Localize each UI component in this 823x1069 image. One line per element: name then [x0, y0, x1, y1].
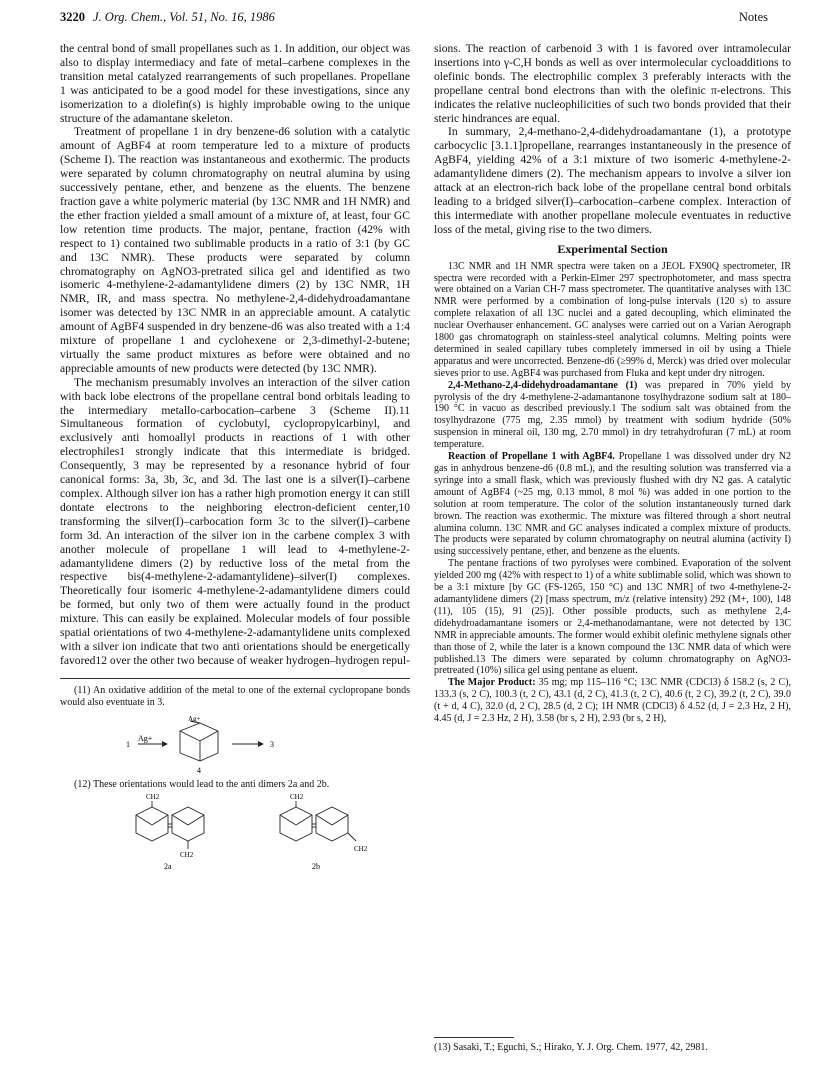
- paragraph: [434, 380, 791, 451]
- label-intermediate: 4: [197, 765, 201, 775]
- intermediate-structure: [180, 721, 218, 761]
- major-title: The Major Product:: [448, 677, 536, 689]
- page-number: 3220: [60, 10, 85, 24]
- left-column: [60, 42, 410, 871]
- label-ch2: CH2: [354, 844, 368, 853]
- label-ch2: CH2: [290, 792, 304, 801]
- section-label: Notes: [738, 10, 768, 24]
- journal-citation: J. Org. Chem., Vol. 51, No. 16, 1986: [93, 10, 275, 24]
- paragraph: Treatment of propellane 1 in dry benzene-d6 solution with a catalytic amount of AgBF4 at room temperature led to a mixture of products (Scheme I). The reaction was instantaneous and exothermic. The products were separated by column chromatography on neutral alumina by using successively pentane, ether, and benzene as the eluents. The benzene fraction gave a white polymeric material (by 13C NMR and 1H NMR) and the ether fraction yielded a small amount of a mixture of, at least, four GC low retention time products. The major, pentane, fraction (42% with respect to 1) contained two sublimable products in a ratio of 3:1 (by GC and 13C NMR). These products were separated by column chromatography on AgNO3-pretrated silica gel and identified as two isomeric 4-methylene-2-adamantylidene dimers (2) by 13C NMR, 1H NMR, IR, and mass spectra. No methylene-2,4-didehydroadamantane isomer was detected by 13C NMR in an appreciable amount. A catalytic amount of AgBF4 suspended in dry benzene-d6 was also treated with a 1:4 mixture of propellane 1 and cyclohexene or 2,3-dimethyl-2-butene; virtually the same product mixtures as before were obtained and no appreciable amounts of new products were detected (by 13C NMR).: [60, 125, 410, 375]
- label-product: 3: [270, 739, 274, 749]
- footnote-13-block: [434, 1037, 791, 1053]
- prep-text: was prepared in 70% yield by pyrolysis of the dry 4-methylene-2-adamantanone tosylhydrazone sodium salt at 180–190 °C in vacuo as described previously.1 The sodium salt was obtained from the tosylhydrazone (775 mg, 2.35 mmol) by treatment with sodium hydride (50% suspension in mineral oil, 130 mg, 2.70 mmol) in dry tetrahydrofuran (7 mL) at room temperature.: [434, 379, 791, 451]
- label-2b: 2b: [312, 861, 320, 871]
- paragraph: In summary, 2,4-methano-2,4-didehydroadamantane (1), a prototype carbocyclic [3.1.1]propellane, rearranges instantaneously in the presence of AgBF4, yielding 42% of a 3:1 mixture of two isomeric 4-methylene-2-adamantylidene dimers (2). The mechanism appears to involve a silver ion attack at an electron-rich back lobe of the propellane central bond orbitals leading to a bridged silver(I)–carbocation–carbene complex. Interaction of this intermediate with another propellane molecule eventuates in reductive loss of the metal, giving rise to the two dimers.: [434, 125, 791, 236]
- label-reactant: 1: [126, 739, 130, 749]
- footnote-divider: [434, 1037, 514, 1038]
- footnote-divider: [60, 678, 410, 679]
- scheme-drawing: [60, 711, 410, 777]
- paragraph: the central bond of small propellanes such as 1. In addition, our object was also to display intermediacy and fate of metal–carbene complexes in the transition metal catalyzed rearrangements of such propellanes. Propellane 1 was anticipated to be a good model for these investigations, since any isomerization to a diolefin(s) is highly improbable owing to the unique structure of the adamantane skeleton.: [60, 42, 410, 125]
- paragraph: The mechanism presumably involves an interaction of the silver cation with back lobe electrons of the propellane central bond orbitals leading to the intermediary metallo-carbocation–carbene 3 (Scheme II).11 Simultaneous formation of cyclobutyl, cyclopropylcarbinyl, and exclusively anti homoallyl products in reactions of 1 with other electrophiles1 strongly indicate that this intermediate is bridged. Consequently, 3 may be represented by a resonance hybrid of four canonical forms: 3a, 3b, 3c, and 3d. The last one is a silver(I)–carbene complex. Although silver ion has a rather high promotion energy it can still dontate electrons to the neighboring electron-deficient center,10 transforming the silver(I)–carbocation form 3c to the silver(I)–carbene form 3d. An interaction of the silver ion in the carbene complex 3 with another molecule of propellane 1 will lead to 4-methylene-2-adamantylidene dimers (2) by reductive loss of the metal from the respective bis(4-methylene-2-adamantylidene)–silver(I) complexes. Theoretically four isomeric 4-methylene-2-adamantylidene dimers could be formed, but only two of them were actually found in the product mixture. This can easily be explained. Molecular models of four possible spatial orientations of two 4-methylene-2-adamantylidene units complexed with a silver ion indicate that two anti orientations should be energetically favored12 over the other two because of weaker hydrogen–hydrogen repul-: [60, 375, 410, 667]
- label-reagent: Ag+: [138, 733, 153, 743]
- header-left: [60, 10, 275, 25]
- dimer-2b: [280, 801, 356, 841]
- footnote-12: (12) These orientations would lead to the anti dimers 2a and 2b.: [74, 778, 330, 790]
- dimer-drawing: [60, 793, 410, 871]
- reaction-text: Propellane 1 was dissolved under dry N2 gas in anhydrous benzene-d6 (0.8 mL), and the resulting solution was transferred via a syringe into a small flask, which was previously flushed with dry N2 gas. A catalytic amount of AgBF4 (~25 mg, 0.13 mmol, 8 mol %) was added in one portion to the solution at room temperature. The color of the solution instantaneously turned dark brown. The reaction was exothermic. The mixture was filtered through a short neutral alumina column. 13C NMR and GC analyses indicated a complex mixture of products. The products were separated by column chromatography on neutral alumina (activity I) using successively pentane, ether, and benzene as the eluents.: [434, 451, 791, 558]
- page-header: [60, 10, 768, 26]
- paragraph: [434, 451, 791, 558]
- dimer-2a: [136, 801, 204, 849]
- label-reagent-2: Ag+: [188, 714, 201, 723]
- major-text: 35 mg; mp 115–116 °C; 13C NMR (CDCl3) δ 158.2 (s, 2 C), 133.3 (s, 2 C), 100.3 (t, 2 C), 43.1 (d, 2 C), 41.3 (t, 2 C), 40.6 (t, 2 C), 39.2 (t, 2 C), 39.0 (t + d, 4 C), 32.0 (d, 2 C), 28.5 (d, 2 C); 1H NMR (CDCl3) δ 4.52 (d, J = 2.3 Hz, 2 H), 4.45 (d, J = 2.3 Hz, 2 H), 3.58 (br s, 2 H), 2.93 (br s, 2 H),: [434, 677, 791, 725]
- dimer-structures: [60, 793, 410, 871]
- paragraph: 13C NMR and 1H NMR spectra were taken on a JEOL FX90Q spectrometer, IR spectra were recorded with a Perkin-Elmer 297 spectrophotometer, and mass spectra were obtained on a Varian CH-7 mass spectrometer. The quantitative analyses with 13C NMR were performed by a combination of long-pulse intervals (120 s) to assure complete relaxation of all 13C nuclei and a gated decoupling, which eliminated the nuclear Overhauser enhancement. GC analyses were carried out on a Varian Aerograph 1800 gas chromatograph on stainless-steel analytical columns. Melting points were determined in sealed capillary tubes completely immersed in oil by using a Thiele apparatus and were uncorrected. Benzene-d6 (≥99% d, Merck) was dried over molecular sieves prior to use. AgBF4 was purchased from Fluka and kept under dry nitrogen.: [434, 260, 791, 379]
- label-ch2: CH2: [180, 850, 194, 859]
- label-ch2: CH2: [146, 792, 160, 801]
- paragraph: sions. The reaction of carbenoid 3 with 1 is favored over intramolecular insertions into γ-C,H bonds as well as over intermolecular cycloadditions to olefinic bonds. The electrophilic complex 3 preferably interacts with the propellane central bond electrons than with the olefinic π-electrons. This indicates the relative nucleophilicities of such two bonds provided that their steric hindrances are equal.: [434, 42, 791, 125]
- footnote-11: (11) An oxidative addition of the metal to one of the external cyclopropane bonds would also eventuate in 3.: [60, 684, 410, 708]
- reaction-title: Reaction of Propellane 1 with AgBF4.: [448, 451, 615, 463]
- experimental-heading: Experimental Section: [557, 241, 668, 256]
- right-column: [434, 42, 791, 725]
- footnote-13: (13) Sasaki, T.; Eguchi, S.; Hirako, Y. J. Org. Chem. 1977, 42, 2981.: [434, 1042, 708, 1053]
- label-2a: 2a: [164, 861, 172, 871]
- prep-title: 2,4-Methano-2,4-didehydroadamantane (1): [448, 379, 638, 391]
- paragraph: The pentane fractions of two pyrolyses were combined. Evaporation of the solvent yielded 200 mg (42% with respect to 1) of a white sublimable solid, which was shown to be a 3:1 mixture [by GC (FS-1265, 150 °C) and 13C NMR] of two 4-methylene-2-adamantylidene dimers (2) [mass spectrum, m/z (relative intensity) 292 (M+, 100), 148 (11), 105 (15), 91 (25)]. Other possible products, such as methylene 2,4-didehydroadamantane isomers or 2,4-methanodamantane, were not detected by 13C NMR in appreciable amounts. The former would exhibit olefinic methylene signals other than those of 2, while the later is a known compound the 13C NMR data of which were published.13 The dimers were separated by column chromatography on AgNO3-pretreated (10%) silica gel using pentane as eluent.: [434, 558, 791, 677]
- paragraph: [434, 677, 791, 725]
- mechanism-scheme: [60, 711, 410, 777]
